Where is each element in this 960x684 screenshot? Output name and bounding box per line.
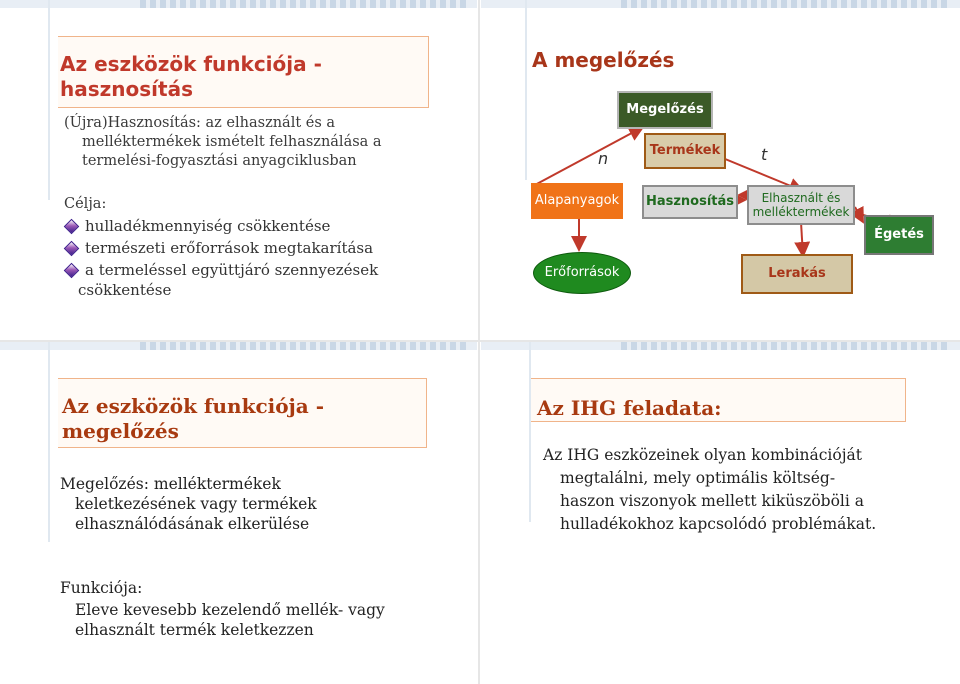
title-line-1: Az eszközök funkciója -	[60, 52, 322, 76]
definition-line-1: (Újra)Hasznosítás: az elhasznált és a	[64, 115, 336, 131]
box-hasznositas: Hasznosítás	[642, 185, 738, 219]
goal-text: természeti erőforrások megtakarítása	[85, 239, 374, 257]
box-egetes: Égetés	[864, 215, 934, 255]
goal-item	[66, 260, 378, 280]
title-line-2: hasznosítás	[60, 77, 193, 101]
box-termekek: Termékek	[644, 133, 726, 169]
goal-continuation: csökkentése	[78, 281, 172, 299]
definition	[64, 114, 382, 171]
side-decoration	[529, 342, 531, 522]
definition-line-2: keletkezésének vagy termékek	[75, 495, 317, 513]
diamond-bullet-icon	[64, 241, 80, 257]
function-line-1: Eleve kevesebb kezelendő mellék- vagy	[75, 601, 385, 619]
title-line-1: Az eszközök funkciója -	[62, 394, 325, 418]
function-line-2: elhasznált termék keletkezzen	[75, 621, 314, 639]
slide-title	[62, 394, 324, 444]
definition	[60, 474, 317, 534]
goal-text: hulladékmennyiség csökkentése	[85, 217, 331, 235]
box-megelozes: Megelőzés	[617, 91, 713, 129]
top-dots	[140, 0, 470, 8]
box-elhasznalt: Elhasznált és melléktermékek	[747, 185, 855, 225]
slide-ihg-feladata	[481, 342, 960, 684]
slide-megelozes	[0, 342, 477, 684]
slide-megelozes-diagram	[481, 0, 960, 338]
label-t: t	[761, 145, 768, 164]
body-text	[543, 444, 876, 536]
slide-title	[60, 52, 322, 102]
goal-label: Célja:	[64, 196, 107, 212]
oval-eroforrasok: Erőforrások	[533, 252, 631, 294]
definition-line-2: melléktermékek ismételt felhasználása a	[82, 134, 382, 150]
definition-line-3: elhasználódásának elkerülése	[75, 515, 310, 533]
body-line-3: haszon viszonyok mellett kiküszöböli a	[560, 492, 864, 510]
definition-line-1: Megelőzés: melléktermékek	[60, 475, 281, 493]
slide-title: Az IHG feladata:	[537, 396, 722, 420]
top-dots	[140, 342, 470, 350]
diagram-title: A megelőzés	[532, 48, 675, 72]
diamond-bullet-icon	[64, 219, 80, 235]
function-label: Funkciója:	[60, 579, 143, 597]
goal-item	[66, 238, 373, 258]
box-alapanyagok: Alapanyagok	[531, 183, 623, 219]
vertical-divider	[478, 0, 480, 684]
slide-hasznositas	[0, 0, 477, 338]
body-line-1: Az IHG eszközeinek olyan kombinációját	[543, 446, 862, 464]
side-decoration	[48, 342, 50, 542]
box-lerakas: Lerakás	[741, 254, 853, 294]
body-line-4: hulladékokhoz kapcsolódó problémákat.	[560, 515, 877, 533]
function-text	[75, 600, 385, 640]
body-line-2: megtalálni, mely optimális költség-	[560, 469, 836, 487]
goal-text: a termeléssel együttjáró szennyezések	[85, 261, 379, 279]
top-dots	[621, 342, 951, 350]
diamond-bullet-icon	[64, 263, 80, 279]
goal-item	[66, 216, 330, 236]
label-n: n	[598, 149, 609, 168]
definition-line-3: termelési-fogyasztási anyagciklusban	[82, 153, 357, 169]
title-line-2: megelőzés	[62, 419, 179, 443]
side-decoration	[48, 0, 50, 200]
